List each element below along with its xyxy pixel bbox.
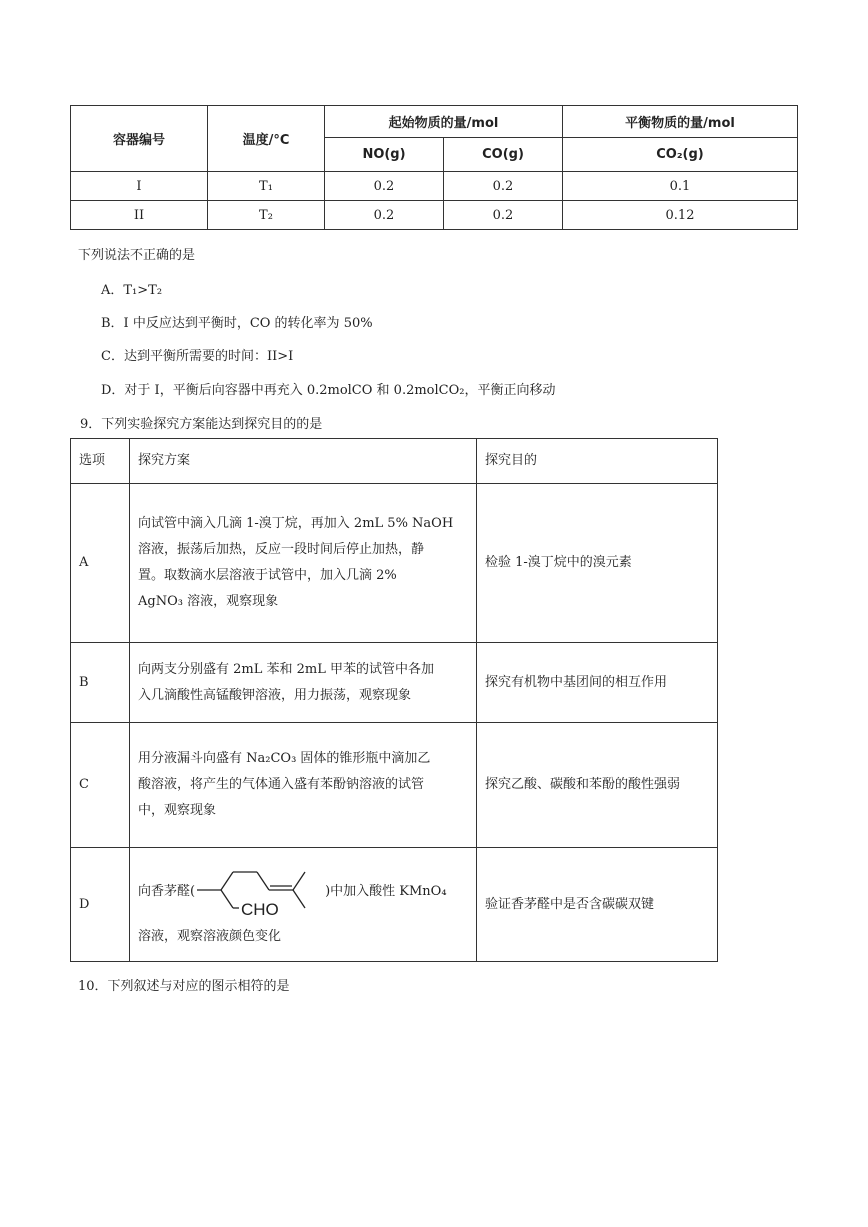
q8-stem: 下列说法不正确的是	[78, 248, 196, 263]
cell-co: 0.2	[444, 201, 563, 230]
row-goal: 探究乙酸、碳酸和苯酚的酸性强弱	[477, 723, 718, 848]
plan-line: AgNO₃ 溶液，观察现象	[138, 594, 279, 609]
header-co2: CO₂(g)	[563, 138, 798, 172]
header-option: 选项	[71, 439, 130, 484]
header-co: CO(g)	[444, 138, 563, 172]
table-row	[71, 643, 718, 723]
cell-id: I	[71, 172, 208, 201]
row-plan	[130, 484, 477, 643]
plan-line-with-structure	[138, 860, 468, 924]
header-no: NO(g)	[325, 138, 444, 172]
plan-line: 向两支分别盛有 2mL 苯和 2mL 甲苯的试管中各加	[138, 661, 434, 677]
q8-option-a: A．T₁>T₂	[101, 283, 163, 298]
cell-no: 0.2	[325, 172, 444, 201]
row-plan	[130, 643, 477, 723]
header-initial-amount: 起始物质的量/mol	[325, 106, 563, 138]
cell-id: II	[71, 201, 208, 230]
cell-co2: 0.12	[563, 201, 798, 230]
q9-stem: 9．下列实验探究方案能达到探究目的的是	[80, 417, 323, 432]
cell-co: 0.2	[444, 172, 563, 201]
table-row	[71, 201, 798, 230]
header-temperature: 温度/°C	[208, 106, 325, 172]
plan-line: 置。取数滴水层溶液于试管中，加入几滴 2%	[138, 568, 397, 583]
row-plan	[130, 723, 477, 848]
q8-option-b: B．I 中反应达到平衡时，CO 的转化率为 50%	[101, 316, 373, 331]
table-row	[71, 848, 718, 962]
experiment-table	[70, 438, 718, 962]
cell-temp: T₁	[208, 172, 325, 201]
plan-line: 入几滴酸性高锰酸钾溶液，用力振荡，观察现象	[138, 687, 412, 703]
header-equilibrium-amount: 平衡物质的量/mol	[563, 106, 798, 138]
plan-line: 向试管中滴入几滴 1-溴丁烷，再加入 2mL 5% NaOH	[138, 516, 454, 531]
table-row	[71, 172, 798, 201]
aldehyde-label: CHO	[241, 899, 279, 919]
row-option: C	[71, 723, 130, 848]
cell-co2: 0.1	[563, 172, 798, 201]
plan-text-post: )中加入酸性 KMnO₄	[325, 883, 447, 899]
plan-text-pre: 向香茅醛(	[138, 883, 196, 899]
row-option: D	[71, 848, 130, 962]
row-option: B	[71, 643, 130, 723]
table-row	[71, 723, 718, 848]
q8-option-c: C．达到平衡所需要的时间：II>I	[101, 349, 294, 364]
cell-temp: T₂	[208, 201, 325, 230]
plan-line: 溶液，振荡后加热，反应一段时间后停止加热，静	[138, 542, 425, 557]
equilibrium-table	[70, 105, 798, 230]
row-goal: 验证香茅醛中是否含碳碳双键	[477, 848, 718, 962]
row-option: A	[71, 484, 130, 643]
q8-option-d: D．对于 I，平衡后向容器中再充入 0.2molCO 和 0.2molCO₂，平衡正向移动	[101, 383, 556, 398]
header-plan: 探究方案	[130, 439, 477, 484]
row-goal: 探究有机物中基团间的相互作用	[477, 643, 718, 723]
plan-line: 用分液漏斗向盛有 Na₂CO₃ 固体的锥形瓶中滴加乙	[138, 751, 431, 766]
plan-line: 酸溶液，将产生的气体通入盛有苯酚钠溶液的试管	[138, 777, 425, 792]
row-goal: 检验 1-溴丁烷中的溴元素	[477, 484, 718, 643]
cell-no: 0.2	[325, 201, 444, 230]
row-plan	[130, 848, 477, 962]
header-goal: 探究目的	[477, 439, 718, 484]
header-container-id: 容器编号	[71, 106, 208, 172]
plan-line: 溶液，观察溶液颜色变化	[138, 928, 282, 944]
citronellal-structure-icon	[195, 860, 325, 924]
plan-line: 中，观察现象	[138, 803, 217, 818]
q10-stem: 10．下列叙述与对应的图示相符的是	[78, 979, 290, 994]
table-row	[71, 484, 718, 643]
